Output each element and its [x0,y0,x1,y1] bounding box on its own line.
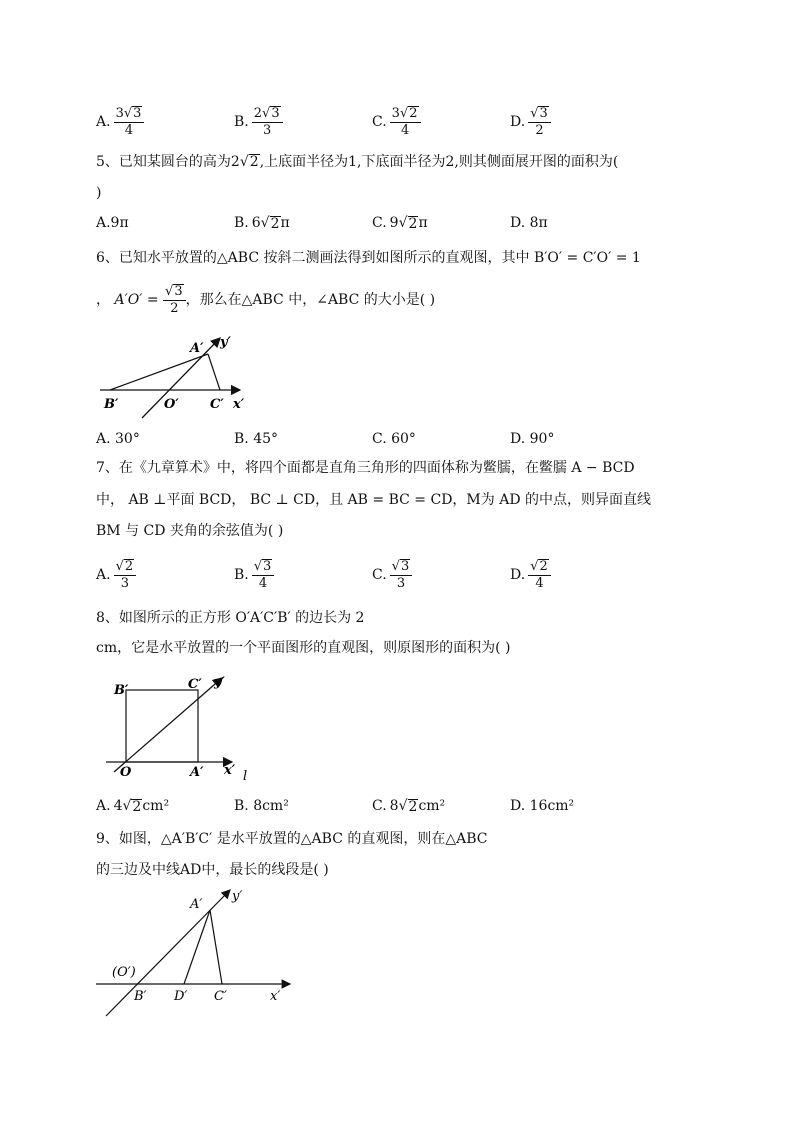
fraction: $\frac{√3}{3}$ [390,559,413,592]
label-a: A′ [190,341,204,356]
label-o: O [120,765,132,780]
fraction: $\frac{3√3}{4}$ [114,106,145,139]
q7-option-d[interactable]: D. $\frac{√2}{4}$ [510,553,551,597]
segment-ab [110,354,208,390]
fraction: $\frac{√2}{3}$ [114,559,137,592]
q6-stem-2: ， A′O′ = $\frac{√3}{2}$ ，那么在△ABC 中，∠ABC 的大小是( ) [96,283,436,316]
q5-option-a[interactable]: A.9π [96,215,129,231]
q6-options [96,428,716,450]
q7-stem-1: 7、在《九章算术》中，将四个面都是直角三角形的四面体称为鳖臑，在鳖臑 A − BCD [96,460,635,476]
q4-option-d[interactable]: D. $\frac{√3}{2}$ [510,100,551,144]
q6-figure [96,330,256,422]
label-y: y′ [220,335,231,350]
label-y: y′ [214,675,225,690]
q7-stem-2: 中， AB ⊥平面 BCD， BC ⊥ CD，且 AB = BC = CD，M为 AD 的中点，则异面直线 [96,492,651,508]
y-axis [114,678,222,772]
label-x: x′ [233,397,245,412]
q5-options [96,205,716,241]
label-o: (O′) [112,965,136,980]
q8-option-c[interactable]: C. 8 √ 2 cm² [372,798,446,815]
q5-option-b[interactable]: B. 6 √ 2 π [234,215,290,232]
q8-stem-1: 8、如图所示的正方形 O′A′C′B′ 的边长为 2 [96,610,365,626]
q9-stem-2: 的三边及中线AD中，最长的线段是( ) [96,862,329,878]
y-axis [106,890,230,1016]
label-y: y′ [232,889,243,904]
label-c: C′ [214,989,227,1004]
q7-option-c[interactable]: C. $\frac{√3}{3}$ [372,553,412,597]
q8-figure [100,672,260,784]
q5-stem: 5、已知某圆台的高为2√2,上底面半径为1,下底面半径为2,则其侧面展开图的面积为( [96,154,619,170]
label-b: B′ [104,397,119,412]
q6-option-b[interactable]: B. 45° [234,431,279,447]
segment-ad [184,910,210,984]
label-x: x′ [224,763,236,778]
q6-option-c[interactable]: C. 60° [372,431,416,447]
square [126,690,198,762]
y-axis [142,338,220,418]
q7-stem-3: BM 与 CD 夹角的余弦值为( ) [96,523,284,539]
label-l: l [243,769,248,784]
q6-stem: 6、已知水平放置的△ABC 按斜二测画法得到如图所示的直观图，其中 B′O′ = C′O′ = 1 [96,250,641,266]
q4-options [96,100,716,144]
segment-ac [210,910,222,984]
q9-stem-1: 9、如图，△A′B′C′ 是水平放置的△ABC 的直观图，则在△ABC [96,831,488,847]
fraction: $\frac{3√2}{4}$ [390,106,421,139]
q5-option-d[interactable]: D. 8π [510,215,548,231]
q8-stem-2: cm，它是水平放置的一个平面图形的直观图，则原图形的面积为( ) [96,640,511,656]
q4-option-b[interactable]: B. $\frac{2√3}{3}$ [234,100,283,144]
q8-options [96,794,716,818]
q6-option-a[interactable]: A. 30° [96,431,140,447]
fraction: $\frac{2√3}{3}$ [252,106,283,139]
label-b: B′ [114,683,129,698]
fraction: $\frac{√3}{4}$ [252,559,275,592]
q7-options [96,553,716,597]
fraction: $\frac{√2}{4}$ [528,559,551,592]
fraction: $\frac{√3}{2}$ [528,106,551,139]
q8-option-d[interactable]: D. 16cm² [510,798,575,814]
label-a: A′ [190,765,204,780]
q8-option-a[interactable]: A. 4 √ 2 cm² [96,798,170,815]
label-x: x′ [270,989,281,1004]
q7-option-b[interactable]: B. $\frac{√3}{4}$ [234,553,274,597]
fraction: $\frac{√3}{2}$ [163,284,186,317]
label-o: O′ [164,397,179,412]
q4-option-c[interactable]: C. $\frac{3√2}{4}$ [372,100,421,144]
q9-figure [94,884,300,1024]
q5-option-c[interactable]: C. 9 √ 2 π [372,215,428,232]
q6-option-d[interactable]: D. 90° [510,431,555,447]
q8-option-b[interactable]: B. 8cm² [234,798,289,814]
q7-option-a[interactable]: A. $\frac{√2}{3}$ [96,553,136,597]
label-c: C′ [188,677,202,692]
label-c: C′ [210,397,224,412]
label-d: D′ [174,989,188,1004]
label-b: B′ [134,989,147,1004]
q4-option-a[interactable]: A. $\frac{3√3}{4}$ [96,100,144,144]
label-a: A′ [190,897,203,912]
q5-stem-end: ) [96,185,102,201]
segment-ac [208,354,220,390]
